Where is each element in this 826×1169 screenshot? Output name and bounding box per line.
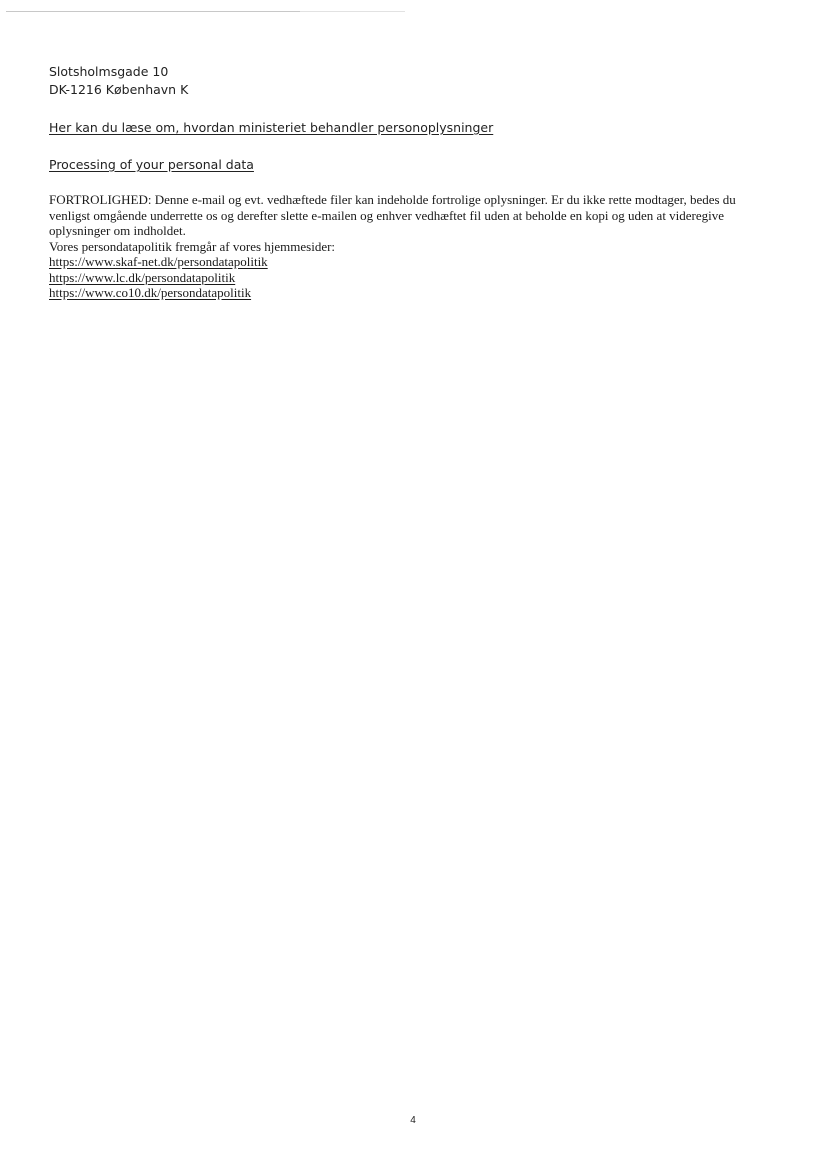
policy-link-lc[interactable]: https://www.lc.dk/persondatapolitik bbox=[49, 269, 236, 285]
scan-artifact-line-faint bbox=[300, 11, 405, 12]
page-number: 4 bbox=[410, 1115, 416, 1126]
scan-artifact-line bbox=[6, 11, 306, 12]
policy-intro-text: Vores persondatapolitik fremgår af vores hjemmesider: bbox=[49, 238, 336, 254]
address-block bbox=[49, 63, 188, 99]
address-street: Slotsholmsgade 10 bbox=[49, 64, 169, 79]
policy-link-skaf-net[interactable]: https://www.skaf-net.dk/persondatapolitik bbox=[49, 254, 268, 269]
address-city: DK-1216 København K bbox=[49, 82, 189, 97]
policy-link-co10[interactable]: https://www.co10.dk/persondatapolitik bbox=[49, 285, 252, 300]
confidentiality-text: FORTROLIGHED: Denne e-mail og evt. vedhæftede filer kan indeholde fortrolige oplysninger. Er du ikke rette modtager, bedes du venligst omgående underrette os og derefter slette e-mailen og enhver vedhæftet fil uden at beholde en kopi og uden at videregive oplysninger om indholdet. bbox=[49, 192, 736, 238]
privacy-link-english[interactable]: Processing of your personal data bbox=[49, 157, 254, 172]
privacy-link-danish[interactable]: Her kan du læse om, hvordan ministeriet behandler personoplysninger bbox=[49, 120, 494, 135]
confidentiality-disclaimer bbox=[49, 192, 779, 301]
